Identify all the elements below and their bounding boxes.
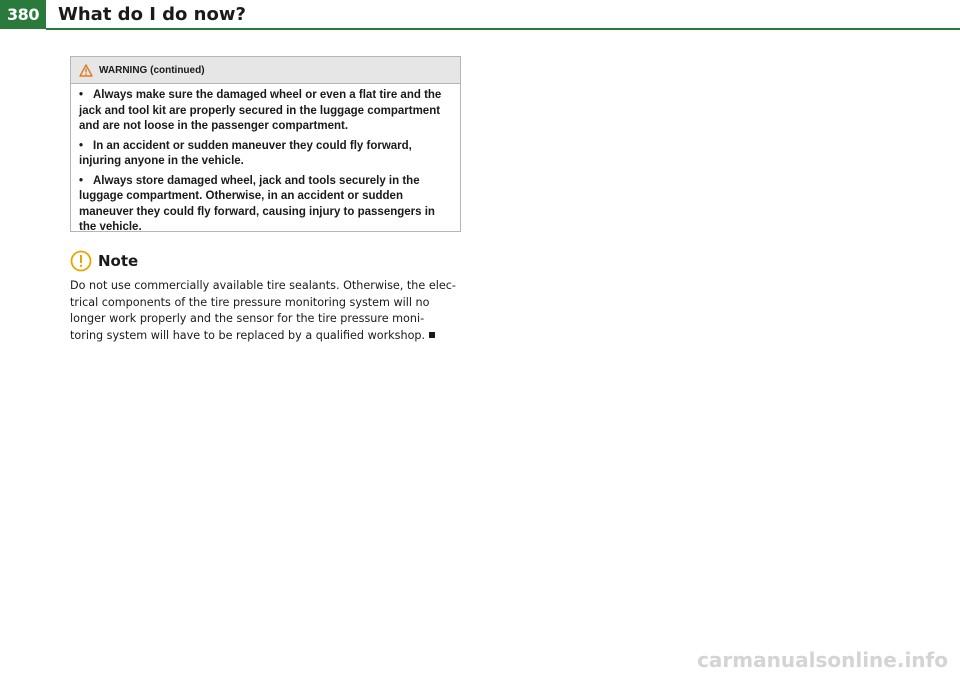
watermark: carmanualsonline.info [697,648,948,672]
note-line: toring system will have to be replaced by a qualified workshop. [70,328,470,345]
page-number: 380 [0,0,46,29]
warning-item: • Always make sure the damaged wheel or even a flat tire and the jack and tool kit are properly secured in the luggage compartment and are not loose in the passenger compartment. [79,89,442,132]
note-title: Note [98,252,139,270]
warning-header [71,57,460,84]
page-header [0,0,960,30]
warning-item: • In an accident or sudden maneuver they could fly forward, injuring anyone in the vehicle. [79,139,412,167]
header-rule [46,28,960,30]
note-header [70,250,138,272]
warning-box [70,56,461,232]
bullet: • [79,89,84,101]
warning-body [71,84,460,236]
warning-title: WARNING (continued) [99,64,205,76]
warning-triangle-icon [79,64,93,77]
note-line: longer work properly and the sensor for the tire pressure moni- [70,312,425,325]
note-text [70,278,470,344]
bullet: • [79,139,84,152]
end-of-section-mark [429,332,435,338]
warning-item: • Always store damaged wheel, jack and tools securely in the luggage compartment. Otherwise, in an accident or sudden maneuver they could fly forward, causing injury to passengers in the vehicle. [79,174,435,233]
exclamation-circle-icon [70,250,92,272]
bullet: • [79,174,84,187]
page-title: What do I do now? [58,4,246,25]
note-line: Do not use commercially available tire sealants. Otherwise, the elec- [70,279,456,292]
note-line: trical components of the tire pressure monitoring system will no [70,295,430,309]
